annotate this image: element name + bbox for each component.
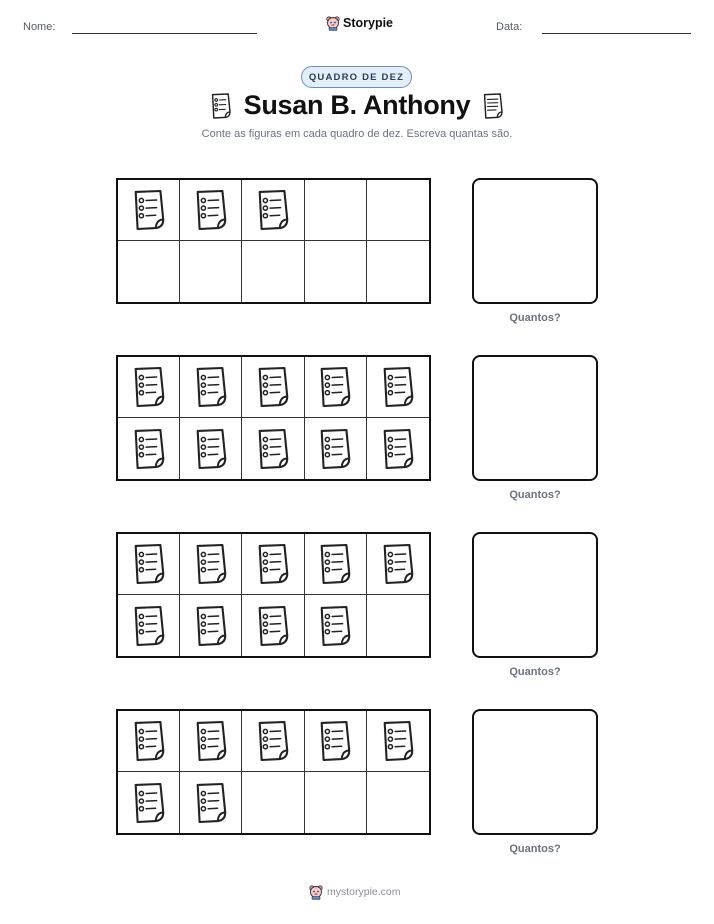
- ten-frame-cell: [180, 357, 242, 418]
- ten-frame-3: [116, 532, 431, 658]
- instructions: Conte as figuras em cada quadro de dez. Escreva quantas são.: [201, 128, 513, 140]
- checklist-document-icon: [379, 543, 417, 585]
- ten-frame-cell: [242, 357, 304, 418]
- checklist-document-icon: [316, 720, 354, 762]
- ten-frame-2: [116, 355, 431, 481]
- ten-frame-4: [116, 709, 431, 835]
- checklist-document-icon: [254, 428, 292, 470]
- checklist-document-icon: [481, 92, 505, 120]
- checklist-document-icon: [130, 189, 168, 231]
- ten-frame-cell: [242, 595, 304, 656]
- checklist-document-icon: [192, 366, 230, 408]
- footer: [309, 884, 401, 900]
- checklist-document-icon: [130, 720, 168, 762]
- ten-frame-cell: [367, 241, 429, 302]
- checklist-document-icon: [192, 428, 230, 470]
- answer-box-2[interactable]: [472, 355, 598, 481]
- ten-frame-cell: [367, 772, 429, 833]
- ten-frame-cell: [305, 711, 367, 772]
- ten-frame-cell: [367, 534, 429, 595]
- worksheet-type-badge: QUADRO DE DEZ: [301, 66, 412, 88]
- ten-frame-cell: [367, 711, 429, 772]
- ten-frame-cell: [118, 180, 180, 241]
- storypie-logo-icon: [326, 15, 340, 31]
- ten-frame-cell: [180, 595, 242, 656]
- checklist-document-icon: [130, 605, 168, 647]
- checklist-document-icon: [254, 605, 292, 647]
- ten-frame-cell: [305, 357, 367, 418]
- name-line[interactable]: [72, 33, 257, 34]
- answer-prompt-4: Quantos?: [509, 843, 561, 855]
- ten-frame-cell: [180, 241, 242, 302]
- ten-frame-cell: [118, 357, 180, 418]
- checklist-document-icon: [316, 543, 354, 585]
- ten-frame-cell: [118, 595, 180, 656]
- checklist-document-icon: [379, 720, 417, 762]
- ten-frame-cell: [118, 772, 180, 833]
- answer-prompt-2: Quantos?: [509, 489, 561, 501]
- brand: [326, 13, 393, 33]
- checklist-document-icon: [254, 366, 292, 408]
- ten-frame-cell: [118, 534, 180, 595]
- checklist-document-icon: [379, 428, 417, 470]
- checklist-document-icon: [316, 366, 354, 408]
- ten-frame-cell: [180, 180, 242, 241]
- date-line[interactable]: [542, 33, 691, 34]
- date-label: Data:: [496, 21, 523, 33]
- answer-box-1[interactable]: [472, 178, 598, 304]
- checklist-document-icon: [254, 189, 292, 231]
- brand-name: Storypie: [343, 16, 394, 30]
- footer-site: mystorypie.com: [327, 886, 401, 898]
- page-title: Susan B. Anthony: [243, 90, 471, 120]
- answer-box-3[interactable]: [472, 532, 598, 658]
- ten-frame-cell: [305, 772, 367, 833]
- checklist-document-icon: [379, 366, 417, 408]
- ten-frame-cell: [305, 241, 367, 302]
- checklist-document-icon: [130, 428, 168, 470]
- checklist-document-icon: [254, 720, 292, 762]
- checklist-document-icon: [254, 543, 292, 585]
- ten-frame-cell: [367, 418, 429, 479]
- ten-frame-cell: [118, 418, 180, 479]
- ten-frame-cell: [367, 357, 429, 418]
- ten-frame-cell: [242, 772, 304, 833]
- checklist-document-icon: [192, 189, 230, 231]
- storypie-logo-icon: [309, 884, 323, 900]
- checklist-document-icon: [316, 428, 354, 470]
- answer-box-4[interactable]: [472, 709, 598, 835]
- ten-frame-cell: [180, 534, 242, 595]
- ten-frame-cell: [180, 772, 242, 833]
- ten-frame-cell: [242, 180, 304, 241]
- checklist-document-icon: [192, 605, 230, 647]
- checklist-document-icon: [130, 366, 168, 408]
- ten-frame-cell: [242, 241, 304, 302]
- ten-frame-cell: [305, 180, 367, 241]
- checklist-document-icon: [192, 720, 230, 762]
- ten-frame-cell: [367, 595, 429, 656]
- ten-frame-cell: [180, 418, 242, 479]
- ten-frame-cell: [305, 595, 367, 656]
- checklist-document-icon: [192, 543, 230, 585]
- ten-frame-cell: [118, 241, 180, 302]
- ten-frame-1: [116, 178, 431, 304]
- checklist-document-icon: [130, 782, 168, 824]
- checklist-document-icon: [130, 543, 168, 585]
- ten-frame-cell: [118, 711, 180, 772]
- ten-frame-cell: [242, 711, 304, 772]
- name-label: Nome:: [23, 21, 56, 33]
- checklist-document-icon: [192, 782, 230, 824]
- answer-prompt-3: Quantos?: [509, 666, 561, 678]
- ten-frame-cell: [367, 180, 429, 241]
- ten-frame-cell: [242, 534, 304, 595]
- checklist-document-icon: [316, 605, 354, 647]
- ten-frame-cell: [305, 418, 367, 479]
- answer-prompt-1: Quantos?: [509, 312, 561, 324]
- ten-frame-cell: [305, 534, 367, 595]
- ten-frame-cell: [242, 418, 304, 479]
- ten-frame-cell: [180, 711, 242, 772]
